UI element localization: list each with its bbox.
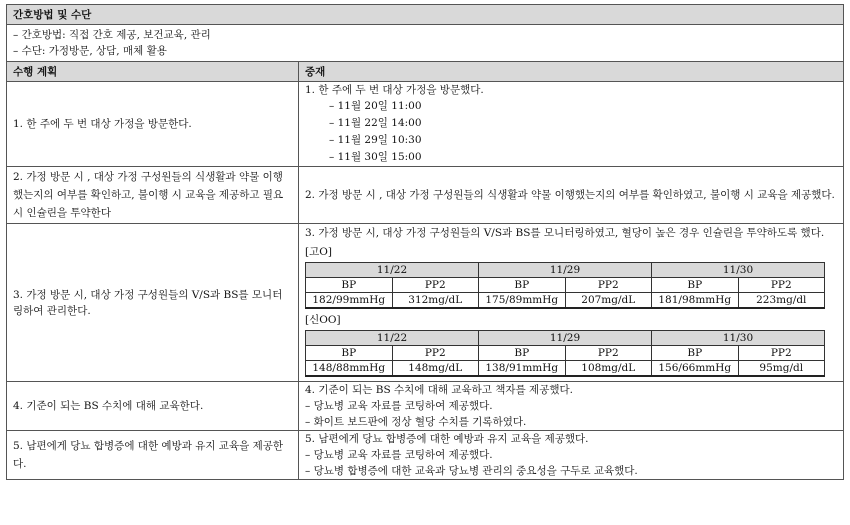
eval-line: 4. 기준이 되는 BS 수치에 대해 교육하고 책자를 제공했다. bbox=[305, 384, 573, 396]
patient-label-1: [고O] bbox=[305, 246, 332, 258]
date-cell: 11/29 bbox=[479, 331, 652, 346]
column-header-plan: 수행 계획 bbox=[7, 62, 299, 82]
plan-row-3 bbox=[7, 224, 844, 382]
eval-line: – 당뇨병 교육 자료를 코팅하여 제공했다. bbox=[305, 400, 493, 412]
header-cell: PP2 bbox=[392, 278, 479, 293]
value-cell: 207mg/dL bbox=[565, 293, 652, 309]
date-cell: 11/22 bbox=[306, 263, 479, 278]
intro-means: – 수단: 가정방문, 상담, 매체 활용 bbox=[13, 45, 167, 57]
plan-row-5 bbox=[7, 431, 844, 480]
date-cell: 11/30 bbox=[652, 331, 825, 346]
header-cell: BP bbox=[306, 346, 393, 361]
header-cell: BP bbox=[306, 278, 393, 293]
value-cell: 223mg/dl bbox=[738, 293, 825, 309]
value-cell: 148mg/dL bbox=[392, 361, 479, 377]
vitals-table-2 bbox=[305, 330, 825, 377]
eval-line: – 당뇨병 합병증에 대한 교육과 당뇨병 관리의 중요성을 구두로 교육했다. bbox=[305, 465, 638, 477]
date-cell: 11/22 bbox=[306, 331, 479, 346]
eval-cell-1 bbox=[299, 82, 844, 167]
plan-cell-4: 4. 기준이 되는 BS 수치에 대해 교육한다. bbox=[7, 382, 299, 431]
eval-line: – 당뇨병 교육 자료를 코팅하여 제공했다. bbox=[305, 449, 493, 461]
visit-item: – 11월 20일 11:00 bbox=[329, 100, 422, 112]
visit-item: – 11월 30일 15:00 bbox=[329, 151, 422, 163]
header-cell: BP bbox=[479, 346, 566, 361]
intro-method: – 간호방법: 직접 간호 제공, 보건교육, 관리 bbox=[13, 29, 211, 41]
value-cell: 175/89mmHg bbox=[479, 293, 566, 309]
eval-line: – 화이트 보드판에 정상 혈당 수치를 기록하였다. bbox=[305, 416, 527, 428]
header-cell: PP2 bbox=[392, 346, 479, 361]
section-header-row bbox=[7, 5, 844, 25]
section-title: 간호방법 및 수단 bbox=[7, 5, 844, 25]
care-plan-document bbox=[6, 4, 844, 480]
value-cell: 181/98mmHg bbox=[652, 293, 739, 309]
plan-cell-1: 1. 한 주에 두 번 대상 가정을 방문한다. bbox=[7, 82, 299, 167]
eval-line: 5. 남편에게 당뇨 합병증에 대한 예방과 유지 교육을 제공했다. bbox=[305, 433, 589, 445]
header-cell: PP2 bbox=[738, 278, 825, 293]
header-cell: PP2 bbox=[565, 346, 652, 361]
value-cell: 182/99mmHg bbox=[306, 293, 393, 309]
plan-row-1 bbox=[7, 82, 844, 167]
eval-title-1: 1. 한 주에 두 번 대상 가정을 방문했다. bbox=[305, 84, 484, 96]
eval-cell-3 bbox=[299, 224, 844, 382]
column-header-row bbox=[7, 62, 844, 82]
value-cell: 108mg/dL bbox=[565, 361, 652, 377]
plan-row-2 bbox=[7, 167, 844, 224]
date-cell: 11/30 bbox=[652, 263, 825, 278]
header-cell: PP2 bbox=[565, 278, 652, 293]
plan-row-4 bbox=[7, 382, 844, 431]
header-cell: PP2 bbox=[738, 346, 825, 361]
value-cell: 156/66mmHg bbox=[652, 361, 739, 377]
header-cell: BP bbox=[479, 278, 566, 293]
plan-cell-2: 2. 가정 방문 시 , 대상 가정 구성원들의 식생활과 약물 이행했는지의 여부를 확인하고, 불이행 시 교육을 제공하고 필요 시 인슐린을 투약한다 bbox=[7, 167, 299, 224]
plan-cell-3: 3. 가정 방문 시, 대상 가정 구성원들의 V/S과 BS를 모니터링하여 관리한다. bbox=[7, 224, 299, 382]
patient-label-2: [신OO] bbox=[305, 314, 341, 326]
eval-cell-5 bbox=[299, 431, 844, 480]
header-cell: BP bbox=[652, 346, 739, 361]
intro-cell bbox=[7, 25, 844, 62]
visit-item: – 11월 29일 10:30 bbox=[329, 134, 422, 146]
plan-cell-5: 5. 남편에게 당뇨 합병증에 대한 예방과 유지 교육을 제공한다. bbox=[7, 431, 299, 480]
visit-item: – 11월 22일 14:00 bbox=[329, 117, 422, 129]
date-cell: 11/29 bbox=[479, 263, 652, 278]
header-cell: BP bbox=[652, 278, 739, 293]
eval-cell-2: 2. 가정 방문 시 , 대상 가정 구성원들의 식생활과 약물 이행했는지의 여부를 확인하였고, 불이행 시 교육을 제공했다. bbox=[299, 167, 844, 224]
value-cell: 312mg/dL bbox=[392, 293, 479, 309]
value-cell: 148/88mmHg bbox=[306, 361, 393, 377]
eval-cell-4 bbox=[299, 382, 844, 431]
column-header-eval: 중재 bbox=[299, 62, 844, 82]
intro-row bbox=[7, 25, 844, 62]
value-cell: 95mg/dl bbox=[738, 361, 825, 377]
value-cell: 138/91mmHg bbox=[479, 361, 566, 377]
vitals-table-1 bbox=[305, 262, 825, 309]
visit-list bbox=[305, 98, 837, 166]
care-plan-table bbox=[6, 4, 844, 480]
eval-title-3: 3. 가정 방문 시, 대상 가정 구성원들의 V/S과 BS를 모니터링하였고, 혈당이 높은 경우 인슐린을 투약하도록 했다. bbox=[305, 227, 825, 239]
